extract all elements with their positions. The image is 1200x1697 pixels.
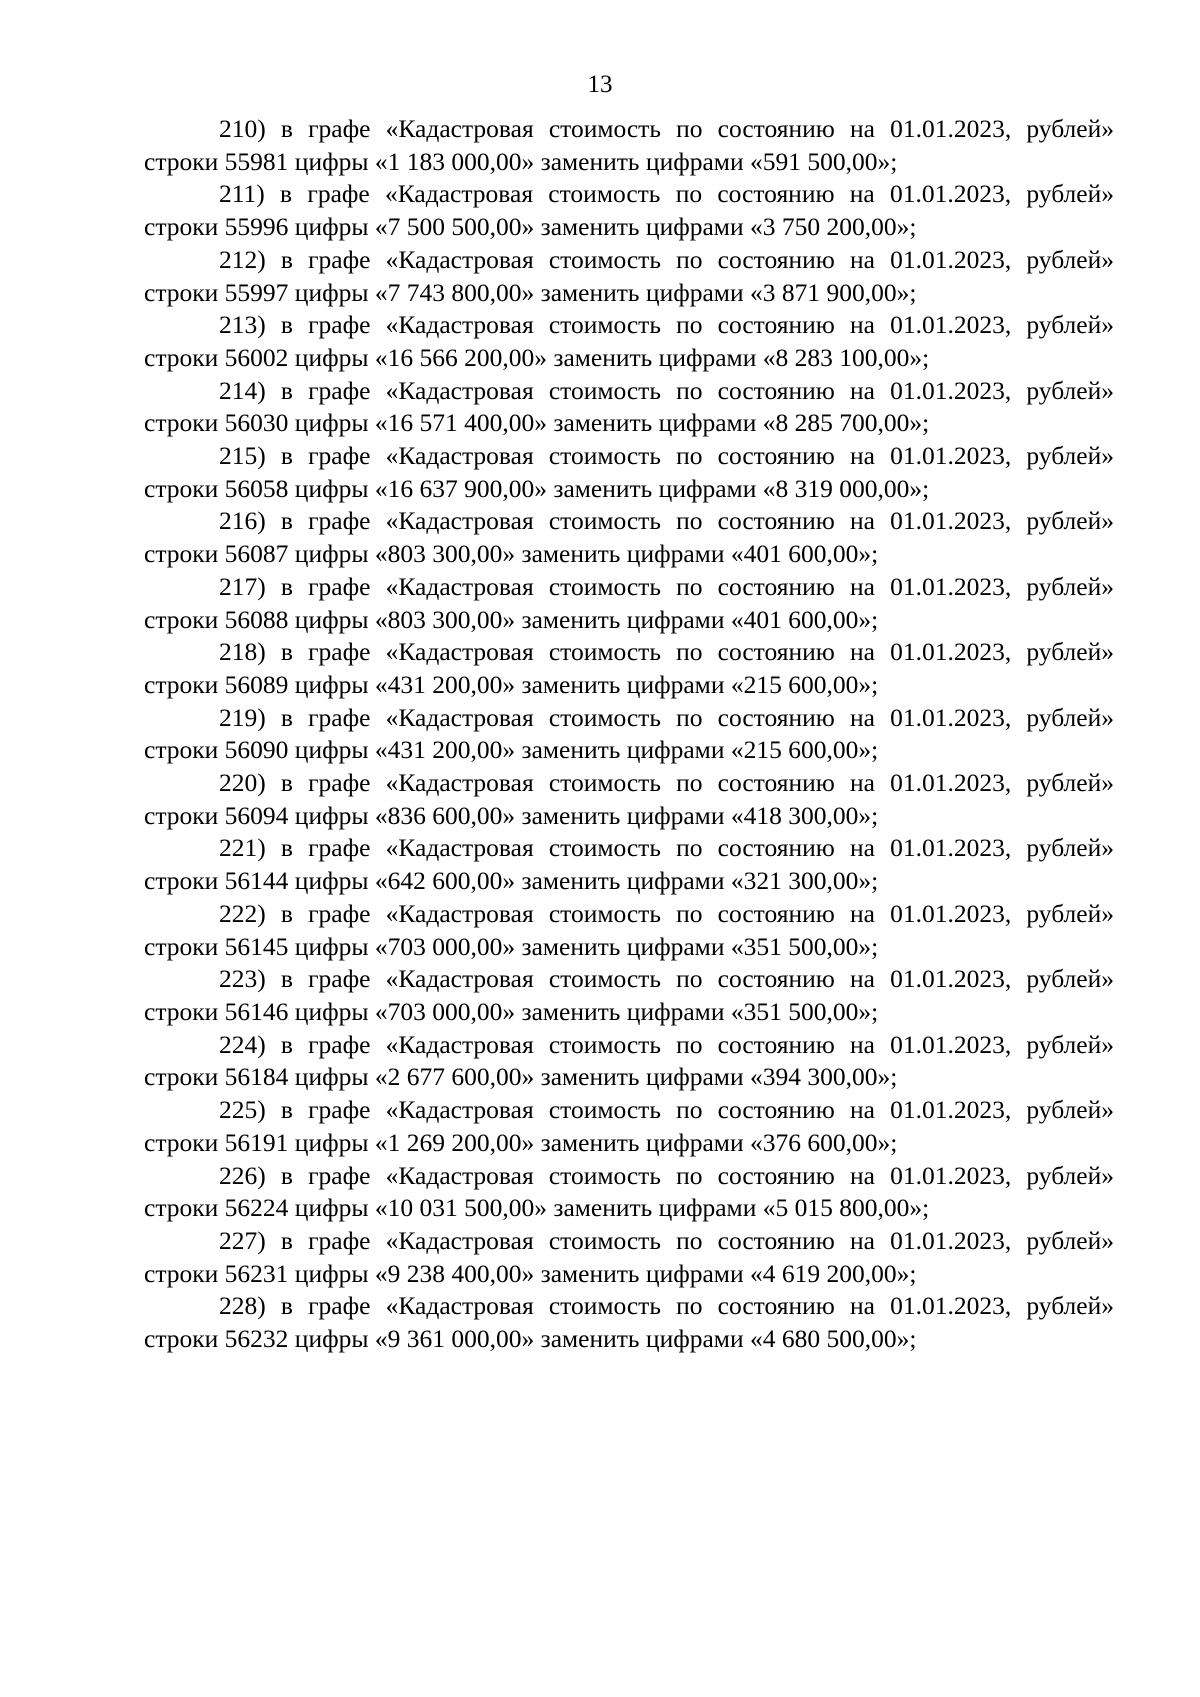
list-item: 215) в графе «Кадастровая стоимость по состоянию на 01.01.2023, рублей» строки 56058 цифры «16 637 900,00» заменить цифрами «8 319 000,00»;: [144, 441, 1114, 503]
list-item: 227) в графе «Кадастровая стоимость по состоянию на 01.01.2023, рублей» строки 56231 цифры «9 238 400,00» заменить цифрами «4 619 200,00»;: [144, 1225, 1114, 1288]
list-item: 220) в графе «Кадастровая стоимость по состоянию на 01.01.2023, рублей» строки 56094 цифры «836 600,00» заменить цифрами «418 300,00»;: [144, 768, 1114, 830]
list-item: 224) в графе «Кадастровая стоимость по состоянию на 01.01.2023, рублей» строки 56184 цифры «2 677 600,00» заменить цифрами «394 300,00»;: [144, 1029, 1114, 1092]
list-item: 218) в графе «Кадастровая стоимость по состоянию на 01.01.2023, рублей» строки 56089 цифры «431 200,00» заменить цифрами «215 600,00»;: [144, 637, 1114, 699]
list-item: 210) в графе «Кадастровая стоимость по состоянию на 01.01.2023, рублей» строки 55981 цифры «1 183 000,00» заменить цифрами «591 500,00»;: [144, 114, 1114, 176]
list-item: 228) в графе «Кадастровая стоимость по состоянию на 01.01.2023, рублей» строки 56232 цифры «9 361 000,00» заменить цифрами «4 680 500,00»;: [144, 1291, 1114, 1354]
list-item: 213) в графе «Кадастровая стоимость по состоянию на 01.01.2023, рублей» строки 56002 цифры «16 566 200,00» заменить цифрами «8 283 100,00»;: [144, 310, 1114, 372]
list-item: 216) в графе «Кадастровая стоимость по состоянию на 01.01.2023, рублей» строки 56087 цифры «803 300,00» заменить цифрами «401 600,00»;: [144, 506, 1114, 569]
list-item: 211) в графе «Кадастровая стоимость по состоянию на 01.01.2023, рублей» строки 55996 цифры «7 500 500,00» заменить цифрами «3 750 200,00»;: [144, 179, 1114, 242]
list-item: 223) в графе «Кадастровая стоимость по состоянию на 01.01.2023, рублей» строки 56146 цифры «703 000,00» заменить цифрами «351 500,00»;: [144, 964, 1114, 1026]
document-body: [144, 113, 1114, 1356]
list-item: 225) в графе «Кадастровая стоимость по состоянию на 01.01.2023, рублей» строки 56191 цифры «1 269 200,00» заменить цифрами «376 600,00»;: [144, 1095, 1114, 1157]
list-item: 212) в графе «Кадастровая стоимость по состоянию на 01.01.2023, рублей» строки 55997 цифры «7 743 800,00» заменить цифрами «3 871 900,00»;: [144, 244, 1114, 307]
list-item: 222) в графе «Кадастровая стоимость по состоянию на 01.01.2023, рублей» строки 56145 цифры «703 000,00» заменить цифрами «351 500,00»;: [144, 898, 1114, 961]
list-item: 217) в графе «Кадастровая стоимость по состоянию на 01.01.2023, рублей» строки 56088 цифры «803 300,00» заменить цифрами «401 600,00»;: [144, 571, 1114, 634]
page-number: 13: [587, 71, 613, 98]
list-item: 219) в графе «Кадастровая стоимость по состоянию на 01.01.2023, рублей» строки 56090 цифры «431 200,00» заменить цифрами «215 600,00»;: [144, 702, 1114, 765]
list-item: 214) в графе «Кадастровая стоимость по состоянию на 01.01.2023, рублей» строки 56030 цифры «16 571 400,00» заменить цифрами «8 285 700,00»;: [144, 375, 1114, 438]
list-item: 221) в графе «Кадастровая стоимость по состоянию на 01.01.2023, рублей» строки 56144 цифры «642 600,00» заменить цифрами «321 300,00»;: [144, 833, 1114, 896]
list-item: 226) в графе «Кадастровая стоимость по состоянию на 01.01.2023, рублей» строки 56224 цифры «10 031 500,00» заменить цифрами «5 015 800,00»;: [144, 1160, 1114, 1223]
